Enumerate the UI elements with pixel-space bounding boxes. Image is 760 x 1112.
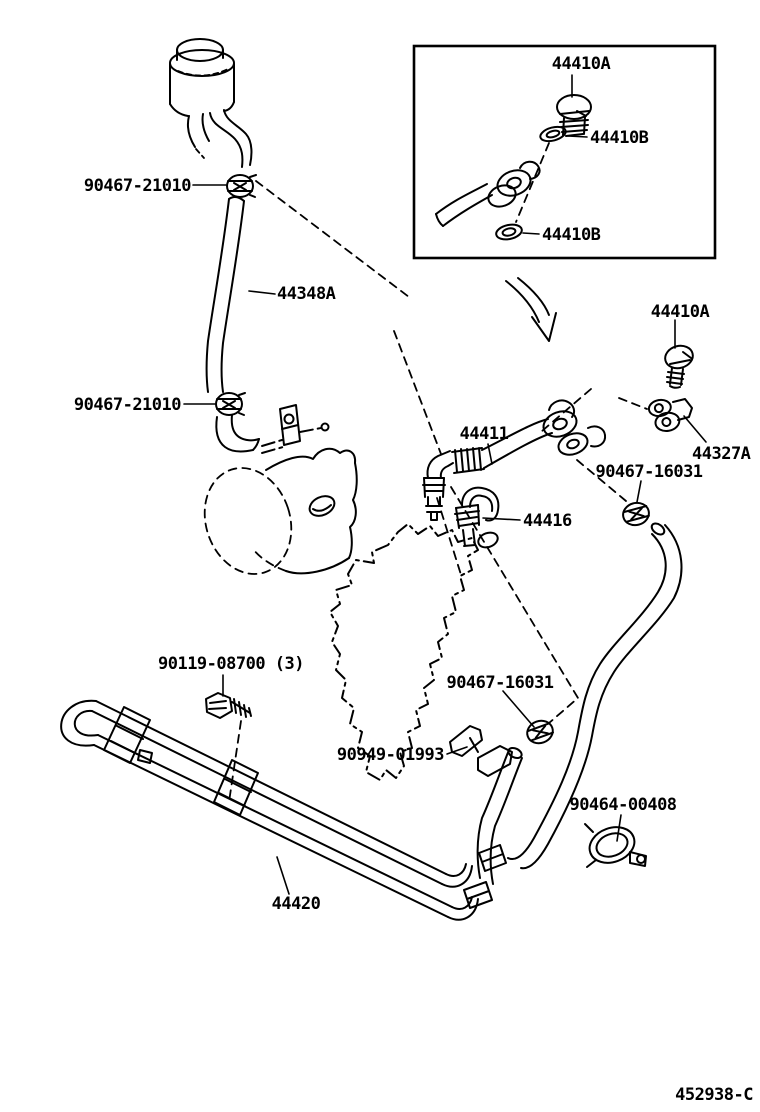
- leader-44420: [277, 857, 289, 894]
- hose-clamp-mid: [216, 393, 245, 415]
- part-label-44410b-lower: 44410B: [542, 225, 601, 245]
- pressure-tube-banjo-fitting: [540, 400, 605, 458]
- leader-16031-upper: [637, 481, 641, 502]
- power-steering-pump: [191, 449, 356, 586]
- leader-inset-44410b-lower: [523, 233, 539, 234]
- part-label-44410a-inset: 44410A: [551, 54, 611, 74]
- pump-bracket-tab: [280, 405, 300, 445]
- inset-gasket-lower: [495, 222, 523, 241]
- reservoir-tank: [170, 39, 251, 167]
- suction-elbow: [216, 405, 328, 453]
- flow-arrow-icon: [506, 278, 556, 341]
- spring-clamp-90464: [585, 821, 646, 869]
- part-label-44411: 44411: [459, 424, 509, 444]
- part-label-44348a: 44348A: [277, 284, 336, 304]
- reservoir-hose-44348a: [207, 197, 245, 392]
- tube-clamp-44327a: [648, 397, 692, 433]
- steering-gear-outline: [330, 524, 478, 780]
- leader-16031-lower: [503, 691, 534, 727]
- leader-inset-44410b-upper: [568, 136, 587, 137]
- leader-44327a: [684, 416, 706, 442]
- part-label-44420: 44420: [271, 894, 321, 914]
- inset-union-bolt: [557, 95, 591, 136]
- return-hose-a: [508, 521, 681, 868]
- part-label-90467-16031-upper: 90467-16031: [595, 462, 703, 482]
- drawing-code: 452938-C: [675, 1085, 753, 1105]
- return-hose-b: [478, 746, 524, 884]
- union-bolt-right: [663, 343, 696, 388]
- part-label-90119-08700: 90119-08700 (3): [157, 654, 305, 674]
- cooler-tube-assembly-44420: [61, 701, 506, 920]
- clip-90949: [450, 726, 512, 776]
- part-label-90467-16031-lower: 90467-16031: [446, 673, 554, 693]
- part-label-90467-21010-top: 90467-21010: [83, 176, 191, 196]
- part-label-44416: 44416: [523, 511, 572, 531]
- part-label-44410a-right: 44410A: [650, 302, 710, 322]
- part-label-90949-01993: 90949-01993: [336, 745, 444, 765]
- part-label-90467-21010-mid: 90467-21010: [73, 395, 181, 415]
- inset-hose-fitting: [436, 162, 540, 226]
- tube-44416: [455, 488, 498, 546]
- part-label-44327a: 44327A: [692, 444, 751, 464]
- leader-44348a: [249, 291, 275, 294]
- hose-clamp-16031-upper: [621, 500, 652, 528]
- part-label-90464-00408: 90464-00408: [569, 795, 677, 815]
- bolt-90119: [206, 693, 251, 718]
- part-label-44410b-upper: 44410B: [590, 128, 649, 148]
- hose-clamp-top: [227, 175, 256, 197]
